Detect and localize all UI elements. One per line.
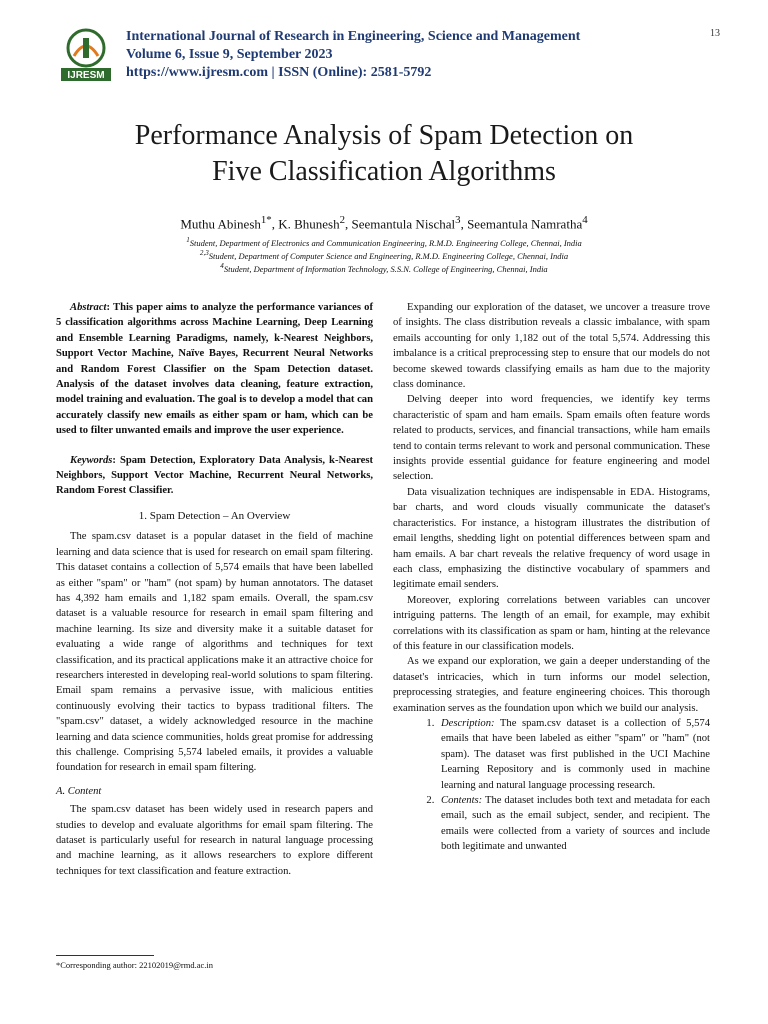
body-paragraph: The spam.csv dataset has been widely used in research papers and studies to develop and evaluate algorithms for email spam filtering. The dataset is particularly useful for research in natural language processing and machine learning, as it allows researchers to explore different techniques for text classification and feature extraction. — [56, 804, 373, 877]
abstract-text: : This paper aims to analyze the performance variances of 5 classification algorithms across Machine Learning, Deep Learning and Ensemble Learning Paradigms, namely, k-Nearest Neighbors, Support Vector Machine, Naïve Bayes, Recurrent Neural Networks and Random Forest Classifier on the Spam Detection dataset. Analysis of the dataset involves data cleaning, feature extraction, model training and evaluation. The goal is to develop a model that can accurately classify new emails as either spam or ham, which can be used to filter unwanted emails and improve the user experience. — [56, 302, 373, 437]
body-paragraph: Data visualization techniques are indispensable in EDA. Histograms, bar charts, and word clouds visually communicate the dataset's characteristics. For instance, a histogram illustrates the distribution of email lengths, shedding light on potential differences between spam and ham emails. A bar chart reveals the relative frequency of word usage in each class, emphasizing the distinctive vocabulary of spammers and legitimate email senders. — [393, 486, 710, 591]
journal-logo — [60, 26, 112, 82]
journal-name: International Journal of Research in Engineering, Science and Management — [126, 29, 581, 44]
affiliation-sup: 4 — [220, 262, 224, 270]
paper-title — [60, 118, 708, 190]
affiliation — [60, 262, 708, 274]
list-item-label: Contents: — [441, 795, 483, 806]
affiliation-sup: 1 — [186, 236, 190, 244]
author-sup: 2 — [339, 214, 346, 226]
author-name: Muthu Abinesh — [180, 216, 261, 232]
abstract-label: Abstract — [70, 302, 107, 313]
body-paragraph: As we expand our exploration, we gain a deeper understanding of the dataset's intricacies, which in turn informs our model selection, preprocessing strategies, and feature engineering choices. This thorough examination serves as the foundation upon which we build our analysis. — [393, 656, 710, 714]
author-name: Seemantula Nischal — [351, 216, 456, 232]
affiliation-text: Student, Department of Information Technology, S.S.N. College of Engineering, Chennai, India — [223, 263, 548, 274]
journal-header — [60, 22, 720, 92]
body-paragraph: Delving deeper into word frequencies, we identify key terms characteristic of spam and ham emails. Spam emails often feature words related to products, services, and financial transactions, while ham emails tend to contain terms relevant to work and personal communication. These insights provide essential guidance for feature engineering and model selection. — [393, 394, 710, 483]
affiliation-text: Student, Department of Electronics and Communication Engineering, R.M.D. Engineering College, Chennai, India — [189, 237, 582, 248]
list-item-text: The spam.csv dataset is a collection of 5,574 emails that have been labeled as either "spam" or "ham" (not spam). The dataset was first published in the UCI Machine Learning Repository and is commonly used in machine learning and natural language processing research. — [441, 717, 710, 791]
affiliation — [60, 236, 708, 248]
list-item — [437, 716, 710, 793]
author-sup: 4 — [582, 214, 588, 226]
affiliation-text: Student, Department of Computer Science and Engineering, R.M.D. Engineering College, Chennai, India — [208, 250, 569, 261]
affiliation — [60, 249, 708, 261]
journal-volume: Volume 6, Issue 9, September 2023 — [126, 47, 333, 62]
body-paragraph: Expanding our exploration of the dataset, we uncover a treasure trove of insights. The class distribution reveals a classic imbalance, with spam emails accounting for only 1,182 out of the total 5,574. Addressing this imbalance is a critical preprocessing step to ensure that our models do not become skewed towards classifying emails as ham due to the majority class dominance. — [393, 302, 710, 391]
list-item — [437, 793, 710, 855]
body-paragraph: Moreover, exploring correlations between variables can uncover intriguing patterns. The length of an email, for example, may exhibit correlations with its classification as spam or ham, hinting at the relevance of this feature in our classification models. — [393, 594, 710, 652]
footnote-rule — [56, 955, 154, 956]
body-paragraph: The spam.csv dataset is a popular dataset in the field of machine learning and data science that is used for research on email spam filtering. This dataset contains a collection of 5,574 emails that have been labelled as either "spam" or "ham" (not spam) by human annotators. The dataset has 4,392 ham emails and 1,182 spam emails. Overall, the spam.csv dataset is a valuable resource for research in email spam filtering and machine learning. Its size and diversity make it a suitable dataset for evaluating a wide range of algorithms and techniques for text classification, and its practical applications make it an attractive choice for researchers interested in developing real-world solutions to spam filtering. Email spam remains a pervasive issue, with malicious entities continuously evolving their tactics to bypass traditional filters. The "spam.csv" dataset, a widely acknowledged resource in the machine learning and data science communities, holds great promise for addressing this challenge. Comprising 5,574 labeled emails, it provides a valuable foundation for research in email spam filtering. — [56, 531, 373, 774]
title-line-2: Five Classification Algorithms — [212, 156, 556, 187]
section-heading: 1. Spam Detection – An Overview — [138, 509, 291, 522]
right-column — [393, 300, 710, 855]
journal-links[interactable]: https://www.ijresm.com | ISSN (Online): 2581-5792 — [126, 65, 432, 80]
dataset-list — [393, 716, 710, 855]
author-list: Muthu Abinesh$^{1*}$, K. Bhunesh$^2$, Seemantula Nischal$^3$, Seemantula Namratha$^4$ — [180, 214, 588, 232]
author-sup: 3 — [455, 214, 461, 226]
author-name: K. Bhunesh — [278, 216, 340, 232]
list-item-label: Description: — [441, 717, 495, 729]
title-line-1: Performance Analysis of Spam Detection on — [134, 120, 634, 151]
corresponding-author-footnote: *Corresponding author: 22102019@rmd.ac.in — [56, 960, 214, 970]
author-sup: 1* — [260, 214, 272, 226]
keywords-label: Keywords — [70, 454, 113, 466]
logo-text: IJRESM — [67, 70, 105, 81]
abstract — [56, 300, 373, 439]
affiliation-sup: 2,3 — [199, 249, 209, 257]
list-item-text: The dataset includes both text and metadata for each email, such as the email subject, sender, and recipient. The emails were collected from a variety of sources and include both legitimate and unwanted — [441, 795, 710, 853]
page-number: 13 — [710, 28, 720, 39]
keywords — [56, 453, 373, 499]
keywords-text: : Spam Detection, Exploratory Data Analysis, k-Nearest Neighbors, Support Vector Machine, Recurrent Neural Networks, Random Forest Classifier. — [56, 454, 373, 497]
journal-info — [126, 28, 580, 82]
left-column — [56, 300, 373, 879]
subsection-heading: A. Content — [56, 785, 102, 797]
author-name: Seemantula Namratha — [467, 216, 583, 232]
